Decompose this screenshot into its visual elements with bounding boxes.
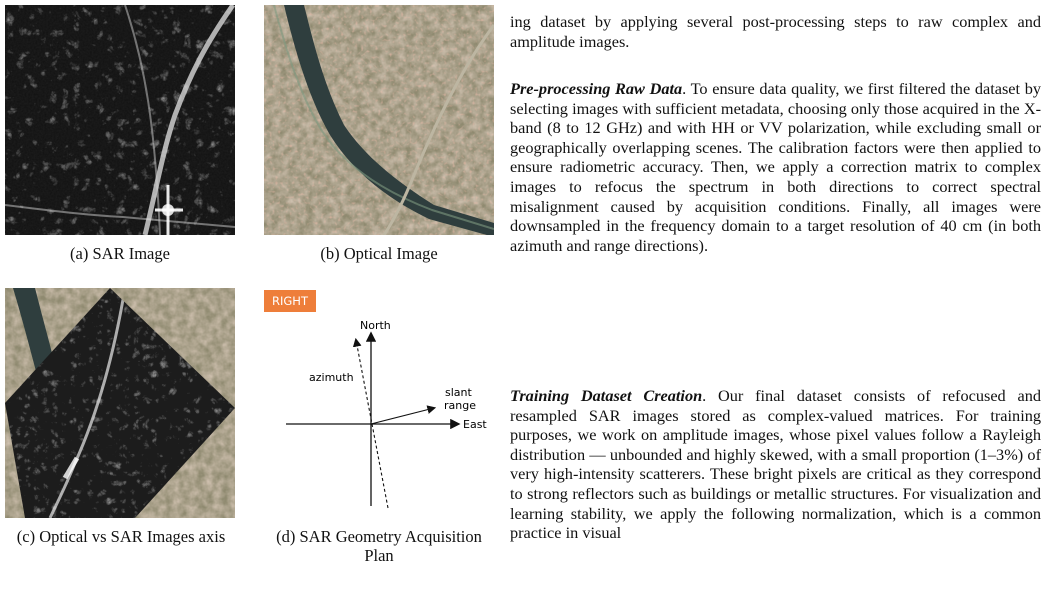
body-training-dataset: . Our final dataset consists of refocused and resampled SAR images stored as complex-valued matrices. For training purposes, we work on amplitude images, whose pixel values follow a Rayleigh distribution — unbounded and highly skewed, with a small proportion (1–3%) of very high-intensity scatterers. These bright pixels are critical as they correspond to strong reflectors such as buildings or metallic structures. For visualization and learning stability, we apply the following normalization, which is a common practice in visual bbox=[510, 386, 1041, 543]
caption-sar-geometry: (d) SAR Geometry Acquisition Plan bbox=[276, 527, 482, 565]
paragraph-training-dataset bbox=[510, 386, 1041, 543]
azimuth-label: azimuth bbox=[309, 371, 354, 384]
paragraph-intro: ing dataset by applying several post-processing steps to raw complex and amplitude images. bbox=[510, 12, 1041, 51]
caption-optical-vs-sar: (c) Optical vs SAR Images axis bbox=[16, 527, 226, 546]
optical-image bbox=[264, 5, 494, 235]
paragraph-preprocessing bbox=[510, 79, 1041, 255]
caption-optical-image: (b) Optical Image bbox=[320, 244, 438, 263]
heading-training-dataset: Training Dataset Creation bbox=[510, 386, 703, 405]
body-preprocessing: . To ensure data quality, we first filtered the dataset by selecting images with sufficient metadata, choosing only those acquired in the X-band (8 to 12 GHz) and with HH or VV polarization, while excluding small or geographically overlapping scenes. The calibration factors were then applied to ensure radiometric accuracy. Then, we apply a correction matrix to complex images to refocus the spectrum in both directions to correct spectral misalignment caused by acquisition conditions. Finally, all images were downsampled in the frequency domain to a target resolution of 40 cm (in both azimuth and range directions). bbox=[510, 79, 1041, 255]
sar-image bbox=[5, 5, 235, 235]
range-label: range bbox=[444, 399, 476, 412]
slant-range-vector bbox=[371, 408, 434, 424]
optical-vs-sar-image bbox=[5, 288, 235, 518]
heading-preprocessing: Pre-processing Raw Data bbox=[510, 79, 683, 98]
sar-geometry-diagram bbox=[264, 288, 494, 518]
east-label: East bbox=[463, 418, 487, 431]
slant-label: slant bbox=[445, 386, 472, 399]
north-label: North bbox=[360, 319, 391, 332]
caption-sar-image: (a) SAR Image bbox=[70, 244, 170, 263]
right-badge: RIGHT bbox=[264, 290, 316, 312]
